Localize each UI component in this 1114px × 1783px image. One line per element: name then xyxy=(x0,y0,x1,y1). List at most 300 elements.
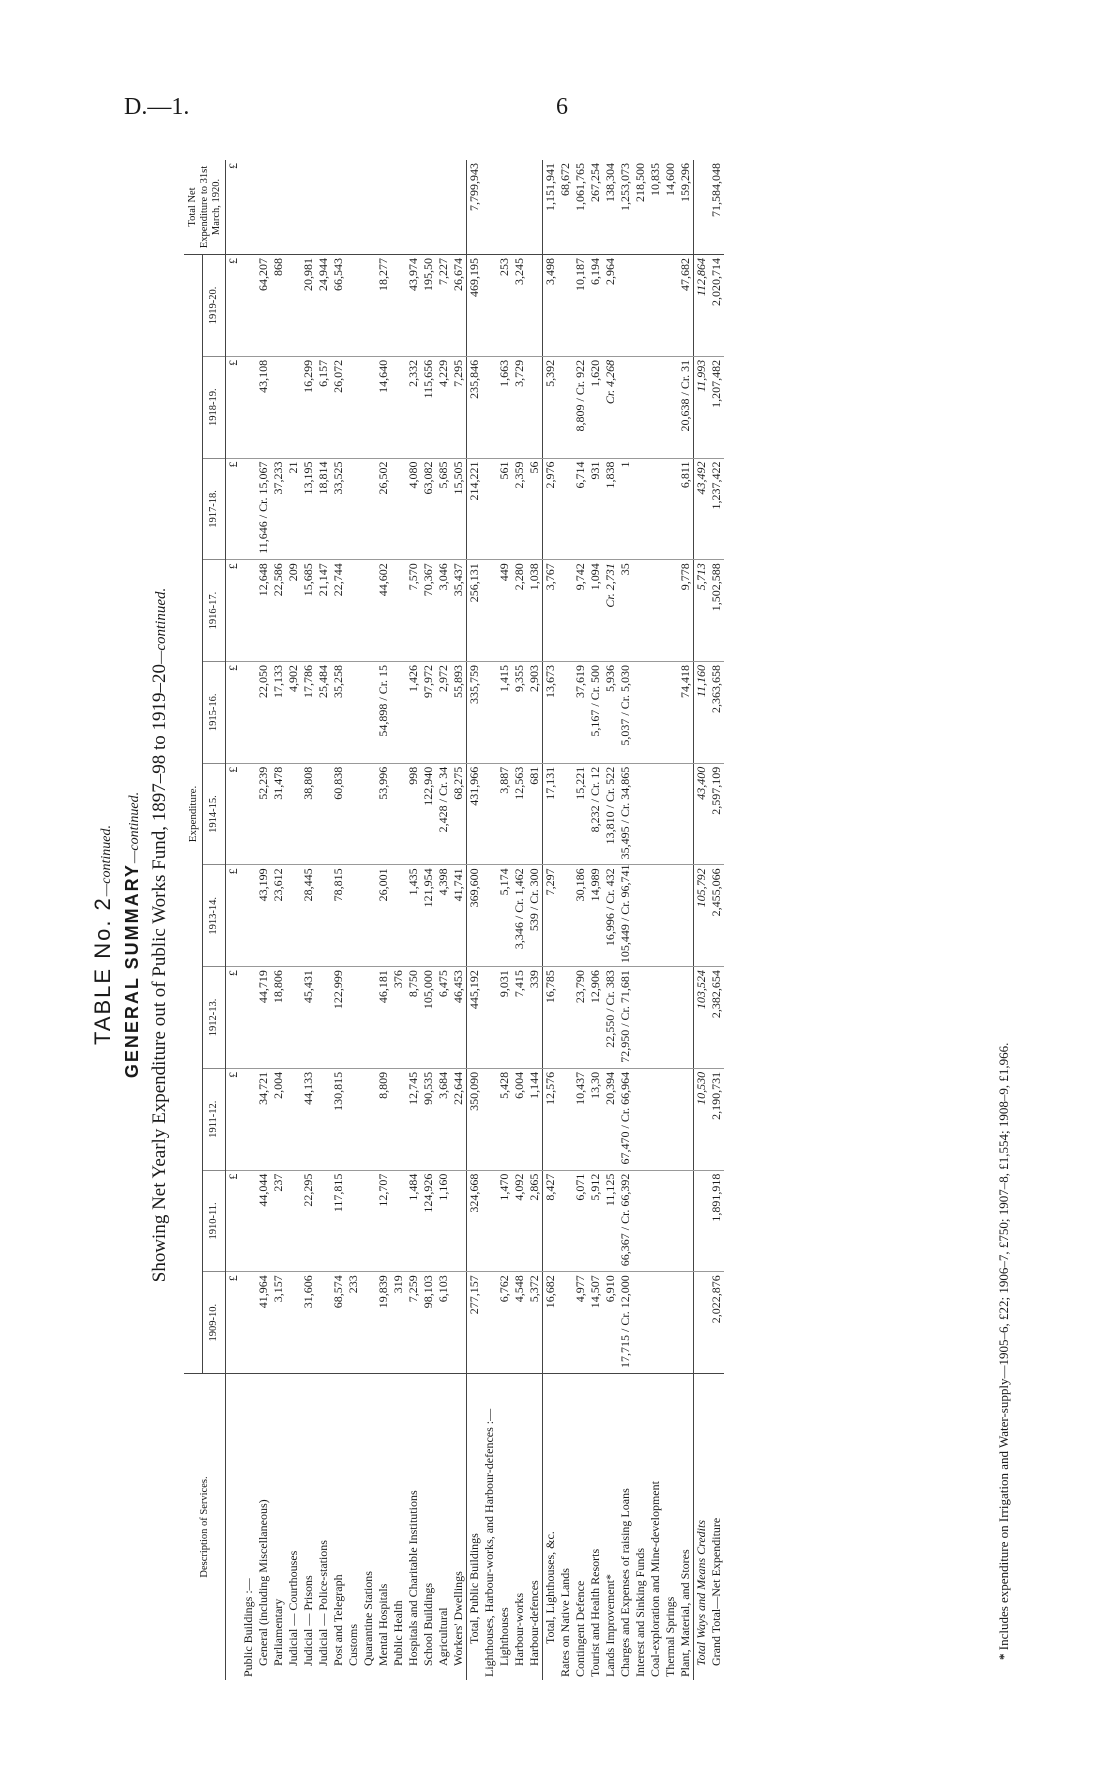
year-value-cell xyxy=(663,458,678,560)
total-value-cell xyxy=(316,160,331,255)
row-label: Quarantine Stations xyxy=(361,1374,376,1681)
row-label: Customs xyxy=(346,1374,361,1681)
year-value-cell: 6,157 xyxy=(316,356,331,458)
year-value-cell xyxy=(316,865,331,967)
year-value-cell: 35,495 / Cr. 34,865 xyxy=(618,763,633,865)
year-value-cell xyxy=(241,458,256,560)
total-value-cell xyxy=(436,160,451,255)
row-label: School Buildings xyxy=(421,1374,436,1681)
currency-symbol: £ xyxy=(226,865,242,967)
currency-symbol: £ xyxy=(226,1170,242,1272)
year-value-cell xyxy=(346,356,361,458)
year-value-cell: 23,612 xyxy=(271,865,286,967)
total-value-cell xyxy=(286,160,301,255)
year-value-cell: 5,392 xyxy=(543,356,559,458)
row-label: Agricultural xyxy=(436,1374,451,1681)
table-row xyxy=(573,160,588,1680)
total-value-cell: 138,304 xyxy=(603,160,618,255)
year-value-cell: 5,936 xyxy=(603,661,618,763)
year-value-cell xyxy=(451,1170,467,1272)
table-row xyxy=(663,160,678,1680)
year-value-cell: 105,449 / Cr. 96,741 xyxy=(618,865,633,967)
year-value-cell xyxy=(482,1272,497,1374)
year-value-cell xyxy=(558,356,573,458)
year-value-cell: 13,810 / Cr. 522 xyxy=(603,763,618,865)
row-label: Lighthouses xyxy=(497,1374,512,1681)
table-row xyxy=(391,160,406,1680)
year-value-cell: 70,367 xyxy=(421,560,436,662)
year-value-cell: 350,090 xyxy=(467,1068,483,1170)
year-value-cell: 12,745 xyxy=(406,1068,421,1170)
year-value-cell: 10,187 xyxy=(573,255,588,357)
year-value-cell xyxy=(346,763,361,865)
year-value-cell xyxy=(286,356,301,458)
row-label: Public Health xyxy=(391,1374,406,1681)
year-value-cell xyxy=(648,967,663,1069)
year-value-cell: 1,470 xyxy=(497,1170,512,1272)
total-header: Total Net Expenditure to 31st March, 1920. xyxy=(184,160,226,255)
year-value-cell: 3,157 xyxy=(271,1272,286,1374)
row-label: Mental Hospitals xyxy=(376,1374,391,1681)
year-value-cell: 6,004 xyxy=(512,1068,527,1170)
year-value-cell xyxy=(241,560,256,662)
year-value-cell: 11,125 xyxy=(603,1170,618,1272)
year-value-cell: 43,199 xyxy=(256,865,271,967)
year-value-cell: 445,192 xyxy=(467,967,483,1069)
year-header: 1917-18. xyxy=(203,458,226,560)
year-value-cell: 3,346 / Cr. 1,462 xyxy=(512,865,527,967)
table-row xyxy=(451,160,467,1680)
year-value-cell: 6,762 xyxy=(497,1272,512,1374)
row-label: Lighthouses, Harbour-works, and Harbour-defences :— xyxy=(482,1374,497,1681)
year-value-cell: 22,586 xyxy=(271,560,286,662)
currency-symbol: £ xyxy=(226,763,242,865)
year-value-cell: 1,038 xyxy=(527,560,543,662)
year-value-cell: 11,646 / Cr. 15,067 xyxy=(256,458,271,560)
year-value-cell: 45,431 xyxy=(301,967,316,1069)
year-value-cell: 5,912 xyxy=(588,1170,603,1272)
year-value-cell xyxy=(391,356,406,458)
year-value-cell xyxy=(663,255,678,357)
row-label: Parliamentary xyxy=(271,1374,286,1681)
year-value-cell xyxy=(663,967,678,1069)
year-value-cell: 195,50 xyxy=(421,255,436,357)
year-value-cell xyxy=(648,661,663,763)
year-value-cell: 2,903 xyxy=(527,661,543,763)
year-value-cell xyxy=(346,1170,361,1272)
year-value-cell xyxy=(558,967,573,1069)
year-value-cell xyxy=(633,458,648,560)
year-value-cell: 8,750 xyxy=(406,967,421,1069)
year-value-cell: 43,492 xyxy=(694,458,710,560)
total-value-cell xyxy=(301,160,316,255)
row-label: Public Buildings :— xyxy=(241,1374,256,1681)
table-row xyxy=(482,160,497,1680)
year-value-cell: 117,815 xyxy=(331,1170,346,1272)
year-value-cell: 237 xyxy=(271,1170,286,1272)
year-value-cell xyxy=(391,560,406,662)
table-row xyxy=(286,160,301,1680)
year-value-cell: 17,131 xyxy=(543,763,559,865)
year-value-cell xyxy=(346,458,361,560)
year-value-cell: 41,741 xyxy=(451,865,467,967)
total-value-cell: 10,835 xyxy=(648,160,663,255)
year-value-cell: 41,964 xyxy=(256,1272,271,1374)
year-value-cell xyxy=(482,967,497,1069)
total-value-cell xyxy=(421,160,436,255)
year-value-cell: 7,227 xyxy=(436,255,451,357)
year-value-cell xyxy=(286,255,301,357)
year-value-cell xyxy=(271,356,286,458)
year-value-cell xyxy=(286,967,301,1069)
year-value-cell: 4,977 xyxy=(573,1272,588,1374)
year-value-cell: 115,656 xyxy=(421,356,436,458)
year-value-cell: 31,478 xyxy=(271,763,286,865)
year-value-cell: 16,785 xyxy=(543,967,559,1069)
year-value-cell: 13,195 xyxy=(301,458,316,560)
year-value-cell: 23,790 xyxy=(573,967,588,1069)
row-label: Lands Improvement* xyxy=(603,1374,618,1681)
table-row xyxy=(603,160,618,1680)
row-label: Rates on Native Lands xyxy=(558,1374,573,1681)
year-value-cell: 12,707 xyxy=(376,1170,391,1272)
year-value-cell: 56 xyxy=(527,458,543,560)
year-value-cell: 5,174 xyxy=(497,865,512,967)
total-value-cell xyxy=(451,160,467,255)
year-value-cell: 8,809 / Cr. 922 xyxy=(573,356,588,458)
year-value-cell: 3,887 xyxy=(497,763,512,865)
year-value-cell: 15,685 xyxy=(301,560,316,662)
year-value-cell: 122,999 xyxy=(331,967,346,1069)
table-row xyxy=(618,160,633,1680)
year-value-cell xyxy=(241,865,256,967)
year-value-cell: 6,194 xyxy=(588,255,603,357)
year-value-cell: 2,597,109 xyxy=(709,763,724,865)
year-value-cell: 1 xyxy=(618,458,633,560)
total-value-cell xyxy=(361,160,376,255)
year-value-cell: 33,525 xyxy=(331,458,346,560)
year-value-cell xyxy=(391,661,406,763)
year-value-cell: 431,966 xyxy=(467,763,483,865)
title-block xyxy=(90,150,178,1720)
year-value-cell: 335,759 xyxy=(467,661,483,763)
year-value-cell: 1,838 xyxy=(603,458,618,560)
year-value-cell: 26,502 xyxy=(376,458,391,560)
year-value-cell: 22,050 xyxy=(256,661,271,763)
year-value-cell: 44,602 xyxy=(376,560,391,662)
year-value-cell: 2,190,731 xyxy=(709,1068,724,1170)
table-row xyxy=(588,160,603,1680)
year-value-cell: 6,071 xyxy=(573,1170,588,1272)
total-value-cell xyxy=(331,160,346,255)
footnote: * Includes expenditure on Irrigation and Water-supply—1905–6, £22; 1906–7, £750; 1907–8, £1,554; 1908–9, £1,966. xyxy=(996,1042,1011,1660)
year-value-cell: 9,355 xyxy=(512,661,527,763)
year-value-cell xyxy=(633,1068,648,1170)
year-value-cell: 1,237,422 xyxy=(709,458,724,560)
table-row xyxy=(436,160,451,1680)
year-value-cell xyxy=(482,356,497,458)
year-value-cell: 12,906 xyxy=(588,967,603,1069)
year-value-cell: 20,981 xyxy=(301,255,316,357)
year-value-cell xyxy=(361,661,376,763)
year-value-cell xyxy=(316,1272,331,1374)
total-value-cell: 1,061,765 xyxy=(573,160,588,255)
total-value-cell xyxy=(271,160,286,255)
year-value-cell: 2,280 xyxy=(512,560,527,662)
year-value-cell: 103,524 xyxy=(694,967,710,1069)
year-value-cell xyxy=(451,1272,467,1374)
year-value-cell: 1,484 xyxy=(406,1170,421,1272)
year-value-cell: 74,418 xyxy=(678,661,694,763)
year-value-cell xyxy=(678,1272,694,1374)
year-value-cell: 3,245 xyxy=(512,255,527,357)
year-value-cell: 6,714 xyxy=(573,458,588,560)
year-value-cell: 256,131 xyxy=(467,560,483,662)
year-value-cell: 35,437 xyxy=(451,560,467,662)
year-value-cell: 1,160 xyxy=(436,1170,451,1272)
year-value-cell: 7,297 xyxy=(543,865,559,967)
total-value-cell xyxy=(406,160,421,255)
year-value-cell: 8,427 xyxy=(543,1170,559,1272)
year-value-cell: 1,415 xyxy=(497,661,512,763)
page-number: 6 xyxy=(556,94,568,120)
year-value-cell: 2,332 xyxy=(406,356,421,458)
year-value-cell: 44,044 xyxy=(256,1170,271,1272)
year-value-cell xyxy=(633,560,648,662)
year-value-cell: 9,778 xyxy=(678,560,694,662)
year-value-cell: 60,838 xyxy=(331,763,346,865)
year-value-cell xyxy=(286,865,301,967)
currency-symbol: £ xyxy=(226,458,242,560)
year-value-cell: 376 xyxy=(391,967,406,1069)
year-value-cell: 4,398 xyxy=(436,865,451,967)
year-value-cell: 37,233 xyxy=(271,458,286,560)
year-value-cell: 43,108 xyxy=(256,356,271,458)
year-value-cell: 8,232 / Cr. 12 xyxy=(588,763,603,865)
year-header: 1911-12. xyxy=(203,1068,226,1170)
table-row xyxy=(678,160,694,1680)
year-header: 1910-11. xyxy=(203,1170,226,1272)
year-value-cell: 2,359 xyxy=(512,458,527,560)
currency-symbol: £ xyxy=(226,356,242,458)
year-value-cell: 30,186 xyxy=(573,865,588,967)
year-value-cell: 3,046 xyxy=(436,560,451,662)
year-value-cell: 22,550 / Cr. 383 xyxy=(603,967,618,1069)
year-value-cell: 47,682 xyxy=(678,255,694,357)
year-value-cell: 130,815 xyxy=(331,1068,346,1170)
table-row xyxy=(633,160,648,1680)
year-value-cell: 339 xyxy=(527,967,543,1069)
year-value-cell xyxy=(482,560,497,662)
table-row xyxy=(331,160,346,1680)
year-value-cell: 681 xyxy=(527,763,543,865)
table-row xyxy=(361,160,376,1680)
total-value-cell: 68,672 xyxy=(558,160,573,255)
year-value-cell xyxy=(286,763,301,865)
row-label: Charges and Expenses of raising Loans xyxy=(618,1374,633,1681)
year-value-cell: 17,786 xyxy=(301,661,316,763)
table-row xyxy=(558,160,573,1680)
year-value-cell: 8,809 xyxy=(376,1068,391,1170)
year-value-cell xyxy=(482,763,497,865)
row-label: Judicial — Police-stations xyxy=(316,1374,331,1681)
year-value-cell xyxy=(391,865,406,967)
year-value-cell: 7,570 xyxy=(406,560,421,662)
expenditure-header: Expenditure. xyxy=(184,255,203,1374)
year-value-cell xyxy=(663,560,678,662)
year-value-cell: 1,207,482 xyxy=(709,356,724,458)
year-value-cell xyxy=(678,1170,694,1272)
total-value-cell: 71,584,048 xyxy=(709,160,724,255)
year-value-cell xyxy=(391,1068,406,1170)
year-value-cell: 5,372 xyxy=(527,1272,543,1374)
year-value-cell: 7,295 xyxy=(451,356,467,458)
year-value-cell xyxy=(241,1272,256,1374)
year-value-cell: 22,744 xyxy=(331,560,346,662)
year-value-cell: 1,663 xyxy=(497,356,512,458)
year-value-cell: 121,954 xyxy=(421,865,436,967)
year-value-cell: 2,020,714 xyxy=(709,255,724,357)
year-value-cell xyxy=(482,1068,497,1170)
year-value-cell xyxy=(558,1272,573,1374)
year-value-cell: 13,30 xyxy=(588,1068,603,1170)
year-value-cell: 561 xyxy=(497,458,512,560)
year-value-cell: 19,839 xyxy=(376,1272,391,1374)
year-value-cell: 17,133 xyxy=(271,661,286,763)
currency-symbol: £ xyxy=(226,1068,242,1170)
year-header: 1918-19. xyxy=(203,356,226,458)
year-value-cell: 15,221 xyxy=(573,763,588,865)
year-value-cell: 209 xyxy=(286,560,301,662)
year-value-cell: 98,103 xyxy=(421,1272,436,1374)
year-value-cell: 22,644 xyxy=(451,1068,467,1170)
year-value-cell: 3,729 xyxy=(512,356,527,458)
total-value-cell xyxy=(256,160,271,255)
year-value-cell xyxy=(648,356,663,458)
year-value-cell: 1,094 xyxy=(588,560,603,662)
year-value-cell xyxy=(286,1272,301,1374)
year-value-cell: 18,277 xyxy=(376,255,391,357)
row-label: Coal-exploration and Mine-development xyxy=(648,1374,663,1681)
total-value-cell xyxy=(497,160,512,255)
expenditure-table-wrap xyxy=(184,160,984,1680)
year-value-cell: 233 xyxy=(346,1272,361,1374)
year-value-cell xyxy=(241,255,256,357)
year-value-cell: 11,993 xyxy=(694,356,710,458)
year-value-cell: 54,898 / Cr. 15 xyxy=(376,661,391,763)
year-value-cell: 6,811 xyxy=(678,458,694,560)
year-value-cell xyxy=(316,967,331,1069)
year-value-cell xyxy=(527,255,543,357)
expenditure-table xyxy=(184,160,724,1680)
year-value-cell xyxy=(694,1170,710,1272)
year-value-cell xyxy=(286,1068,301,1170)
year-value-cell: 5,685 xyxy=(436,458,451,560)
year-value-cell xyxy=(346,967,361,1069)
year-value-cell xyxy=(648,458,663,560)
year-value-cell xyxy=(633,1272,648,1374)
year-value-cell: 469,195 xyxy=(467,255,483,357)
year-value-cell xyxy=(663,1170,678,1272)
row-label: Harbour-works xyxy=(512,1374,527,1681)
year-value-cell: 6,103 xyxy=(436,1272,451,1374)
year-value-cell: 10,530 xyxy=(694,1068,710,1170)
year-value-cell: 5,037 / Cr. 5,030 xyxy=(618,661,633,763)
year-value-cell xyxy=(346,661,361,763)
year-value-cell: 24,944 xyxy=(316,255,331,357)
year-value-cell: 2,382,654 xyxy=(709,967,724,1069)
year-value-cell xyxy=(633,661,648,763)
year-value-cell xyxy=(558,1170,573,1272)
year-value-cell xyxy=(361,1068,376,1170)
year-header: 1913-14. xyxy=(203,865,226,967)
year-value-cell xyxy=(361,255,376,357)
row-label: Workers' Dwellings xyxy=(451,1374,467,1681)
year-value-cell: 26,674 xyxy=(451,255,467,357)
total-value-cell xyxy=(482,160,497,255)
table-row xyxy=(316,160,331,1680)
year-value-cell: 4,902 xyxy=(286,661,301,763)
year-value-cell: 68,574 xyxy=(331,1272,346,1374)
total-value-cell xyxy=(512,160,527,255)
total-value-cell: 14,600 xyxy=(663,160,678,255)
year-value-cell: 37,619 xyxy=(573,661,588,763)
year-value-cell xyxy=(361,1272,376,1374)
total-value-cell xyxy=(241,160,256,255)
year-value-cell: 4,229 xyxy=(436,356,451,458)
table-number-title: TABLE No. 2—continued. xyxy=(90,825,115,1045)
year-value-cell: 1,891,918 xyxy=(709,1170,724,1272)
year-value-cell xyxy=(558,865,573,967)
summary-title: GENERAL SUMMARY—continued. xyxy=(122,791,142,1079)
year-value-cell: 105,792 xyxy=(694,865,710,967)
year-value-cell xyxy=(361,560,376,662)
year-value-cell: 20,394 xyxy=(603,1068,618,1170)
row-label: Total, Public Buildings xyxy=(467,1374,483,1681)
table-row xyxy=(694,160,710,1680)
year-value-cell: 7,259 xyxy=(406,1272,421,1374)
year-value-cell: 25,484 xyxy=(316,661,331,763)
currency-symbol: £ xyxy=(226,560,242,662)
row-label: Thermal Springs xyxy=(663,1374,678,1681)
year-value-cell: 369,600 xyxy=(467,865,483,967)
year-value-cell: 44,133 xyxy=(301,1068,316,1170)
year-value-cell: 22,295 xyxy=(301,1170,316,1272)
currency-row xyxy=(226,160,242,1680)
year-value-cell: 35 xyxy=(618,560,633,662)
year-value-cell: 2,976 xyxy=(543,458,559,560)
currency-symbol: £ xyxy=(226,160,242,255)
year-value-cell: 63,082 xyxy=(421,458,436,560)
year-value-cell: 2,972 xyxy=(436,661,451,763)
year-value-cell: 43,400 xyxy=(694,763,710,865)
year-header: 1919-20. xyxy=(203,255,226,357)
year-value-cell: 122,940 xyxy=(421,763,436,865)
year-value-cell: 998 xyxy=(406,763,421,865)
year-value-cell: 5,167 / Cr. 500 xyxy=(588,661,603,763)
year-value-cell: 18,814 xyxy=(316,458,331,560)
year-value-cell xyxy=(648,763,663,865)
year-value-cell: 38,808 xyxy=(301,763,316,865)
year-value-cell xyxy=(482,1170,497,1272)
table-row xyxy=(346,160,361,1680)
table-row xyxy=(406,160,421,1680)
currency-row-label xyxy=(226,1374,242,1681)
page-header-left: D.—1. xyxy=(124,94,190,120)
table-subtitle: Showing Net Yearly Expenditure out of Public Works Fund, 1897–98 to 1919–20—continued. xyxy=(149,587,170,1283)
row-label: Hospitals and Charitable Institutions xyxy=(406,1374,421,1681)
year-value-cell: 4,092 xyxy=(512,1170,527,1272)
